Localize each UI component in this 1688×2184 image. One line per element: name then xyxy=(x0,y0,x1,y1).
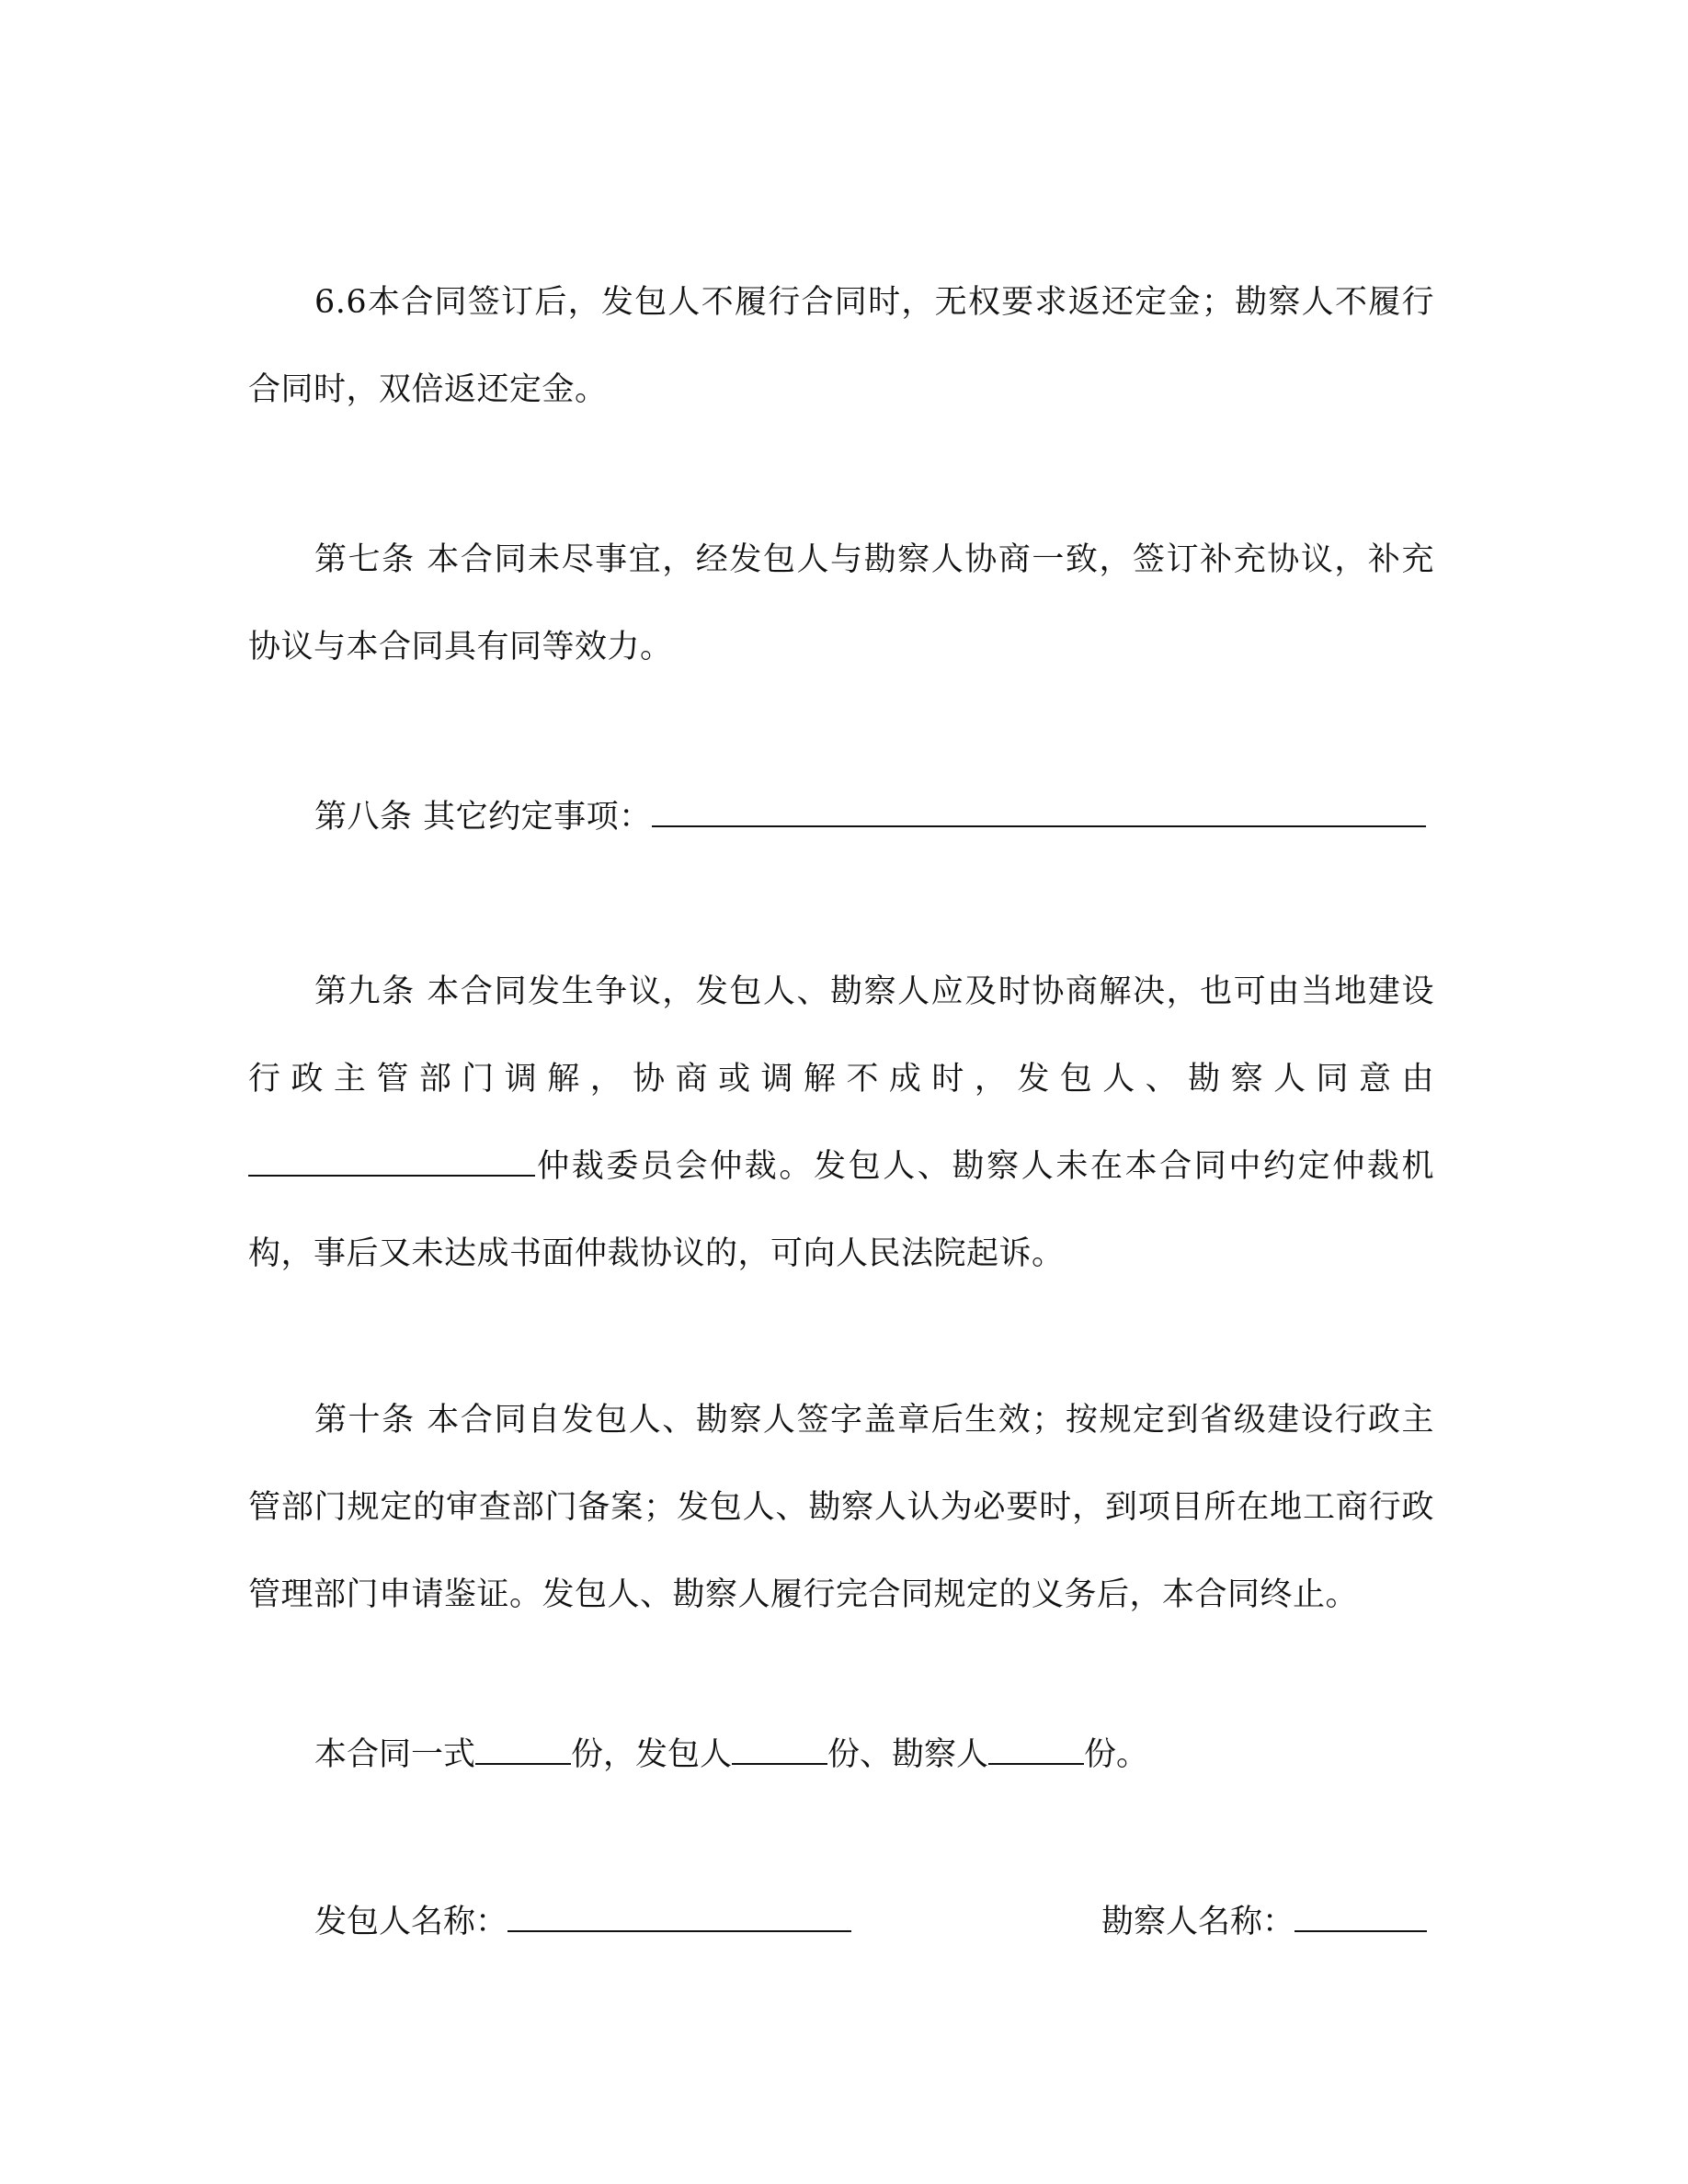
clause-6-6-text: 6.6本合同签订后，发包人不履行合同时，无权要求返还定金；勘察人不履行合同时，双倍返还定金。 xyxy=(248,284,1434,408)
surveyor-copies-blank[interactable] xyxy=(988,1735,1084,1765)
clause-9-text-part1: 第九条 本合同发生争议，发包人、勘察人应及时协商解决，也可由当地建设行政主管部门调解，协商或调解不成时，发包人、勘察人同意由 xyxy=(248,973,1434,1098)
employer-name-line xyxy=(314,1879,851,1966)
copies-text-3: 份、勘察人 xyxy=(827,1736,989,1773)
clause-9 xyxy=(248,949,1434,1298)
clause-7-text: 第七条 本合同未尽事宜，经发包人与勘察人协商一致，签订补充协议，补充协议与本合同具有同等效力。 xyxy=(248,541,1434,665)
employer-name-label: 发包人名称： xyxy=(314,1904,508,1940)
contract-page xyxy=(248,0,1434,2184)
employer-copies-blank[interactable] xyxy=(732,1735,827,1765)
arbitration-institution-blank[interactable] xyxy=(248,1147,535,1177)
employer-name-blank[interactable] xyxy=(508,1903,851,1932)
copies-text-4: 份。 xyxy=(1084,1736,1149,1773)
clause-8 xyxy=(248,774,1434,861)
copies-text-2: 份，发包人 xyxy=(571,1736,733,1773)
clause-9-text-part2: 仲裁委员会仲裁。发包人、勘察人未在本合同中约定仲裁机构，事后又未达成书面仲裁协议的，可向人民法院起诉。 xyxy=(248,1148,1434,1272)
copies-text-1: 本合同一式 xyxy=(314,1736,476,1773)
surveyor-name-line xyxy=(1101,1879,1427,1966)
total-copies-blank[interactable] xyxy=(475,1735,571,1765)
other-terms-blank[interactable] xyxy=(652,798,1426,827)
clause-6-6 xyxy=(248,259,1434,434)
copies-line xyxy=(314,1712,1148,1799)
surveyor-name-blank[interactable] xyxy=(1295,1903,1427,1932)
clause-8-label: 第八条 其它约定事项： xyxy=(314,799,652,836)
clause-10-text: 第十条 本合同自发包人、勘察人签字盖章后生效；按规定到省级建设行政主管部门规定的审查部门备案；发包人、勘察人认为必要时，到项目所在地工商行政管理部门申请鉴证。发包人、勘察人履行完合同规定的义务后，本合同终止。 xyxy=(248,1402,1434,1613)
clause-10 xyxy=(248,1377,1434,1639)
surveyor-name-label: 勘察人名称： xyxy=(1101,1904,1295,1940)
clause-7 xyxy=(248,517,1434,691)
